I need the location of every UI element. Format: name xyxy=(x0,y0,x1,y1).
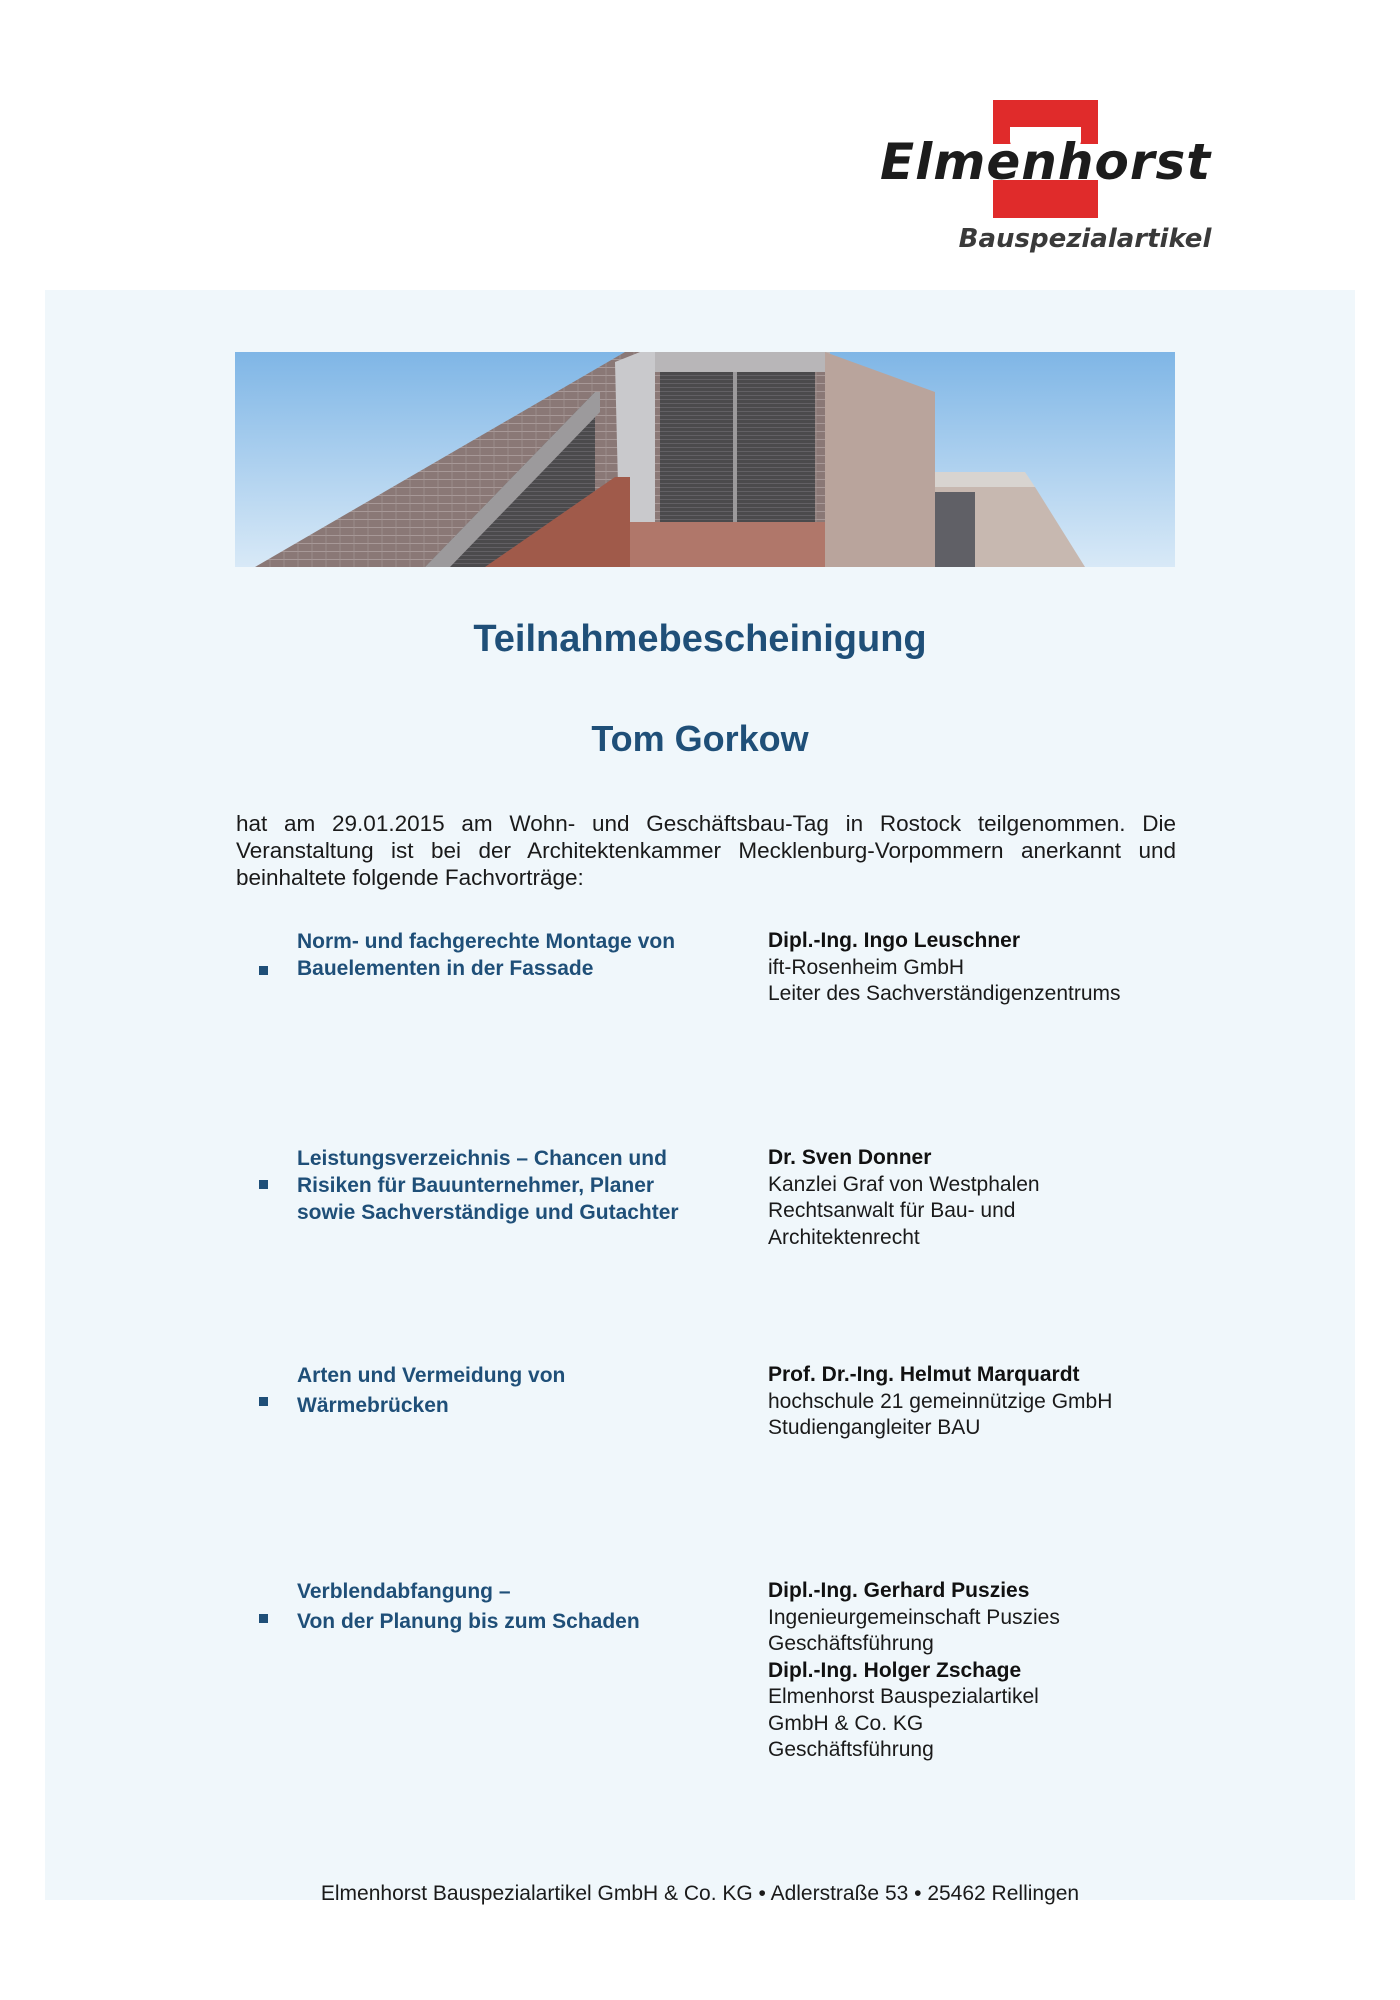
topic-line: Risiken für Bauunternehmer, Planer xyxy=(297,1174,655,1197)
lecture-item xyxy=(255,1362,1255,1582)
speaker-affiliation: Elmenhorst Bauspezialartikel xyxy=(768,1685,1039,1708)
speaker-role: Leiter des Sachverständigenzentrums xyxy=(768,982,1121,1005)
speaker-role: Geschäftsführung xyxy=(768,1738,934,1761)
speaker-affiliation: GmbH & Co. KG xyxy=(768,1711,924,1735)
speaker-role: Rechtsanwalt für Bau- und xyxy=(768,1199,1016,1222)
speaker-name: Dipl.-Ing. Ingo Leuschner xyxy=(768,929,1020,952)
speaker-name: Dipl.-Ing. Gerhard Puszies xyxy=(768,1579,1030,1602)
speaker-name: Prof. Dr.-Ing. Helmut Marquardt xyxy=(768,1363,1080,1386)
company-logo xyxy=(850,100,1250,270)
lecture-item xyxy=(255,1578,1255,1838)
bullet-icon xyxy=(259,966,268,975)
document-title: Teilnahmebescheinigung xyxy=(473,618,927,660)
logo-brand-text: Elmenhorst xyxy=(880,133,1212,191)
bullet-icon xyxy=(259,1614,268,1623)
lecture-speakers xyxy=(768,928,1228,1008)
speaker-affiliation: Kanzlei Graf von Westphalen xyxy=(768,1172,1040,1196)
bullet-icon xyxy=(259,1397,268,1406)
speaker-role: Architektenrecht xyxy=(768,1225,920,1249)
logo-tagline: Bauspezialartikel xyxy=(958,224,1212,254)
lecture-topic xyxy=(297,928,727,982)
topic-line: Norm- und fachgerechte Montage von xyxy=(297,930,676,953)
speaker-name: Dipl.-Ing. Holger Zschage xyxy=(768,1658,1022,1682)
lecture-speakers xyxy=(768,1578,1228,1764)
speaker-affiliation: hochschule 21 gemeinnützige GmbH xyxy=(768,1389,1113,1413)
speaker-role: Studiengangleiter BAU xyxy=(768,1416,981,1439)
topic-line: sowie Sachverständige und Gutachter xyxy=(297,1201,679,1224)
topic-line: Leistungsverzeichnis – Chancen und xyxy=(297,1147,667,1170)
footer-address: Elmenhorst Bauspezialartikel GmbH & Co. KG • Adlerstraße 53 • 25462 Rellingen xyxy=(320,1882,1080,1905)
speaker-affiliation: Ingenieurgemeinschaft Puszies xyxy=(768,1605,1060,1629)
speaker-affiliation: ift-Rosenheim GmbH xyxy=(768,955,965,979)
topic-line: Von der Planung bis zum Schaden xyxy=(297,1610,640,1633)
lecture-topic xyxy=(297,1578,727,1635)
topic-line: Bauelementen in der Fassade xyxy=(297,957,594,980)
lecture-topic xyxy=(297,1362,727,1419)
building-facade-photo xyxy=(235,352,1175,567)
bullet-icon xyxy=(259,1180,268,1189)
topic-line: Verblendabfangung – xyxy=(297,1580,511,1603)
lecture-item xyxy=(255,1145,1255,1365)
participant-name: Tom Gorkow xyxy=(591,718,809,759)
lecture-item xyxy=(255,928,1255,1148)
topic-line: Arten und Vermeidung von xyxy=(297,1364,566,1387)
lecture-speakers xyxy=(768,1145,1228,1251)
lecture-speakers xyxy=(768,1362,1228,1442)
topic-line: Wärmebrücken xyxy=(297,1394,449,1417)
lecture-topic xyxy=(297,1145,727,1226)
speaker-name: Dr. Sven Donner xyxy=(768,1146,932,1169)
intro-paragraph: hat am 29.01.2015 am Wohn- und Geschäftsbau-Tag in Rostock teilgenommen. Die Veranstaltung ist bei der Architektenkammer Mecklenburg-Vorpommern anerkannt und beinhaltete folgende Fachvorträge: xyxy=(236,811,1176,890)
speaker-role: Geschäftsführung xyxy=(768,1632,934,1655)
